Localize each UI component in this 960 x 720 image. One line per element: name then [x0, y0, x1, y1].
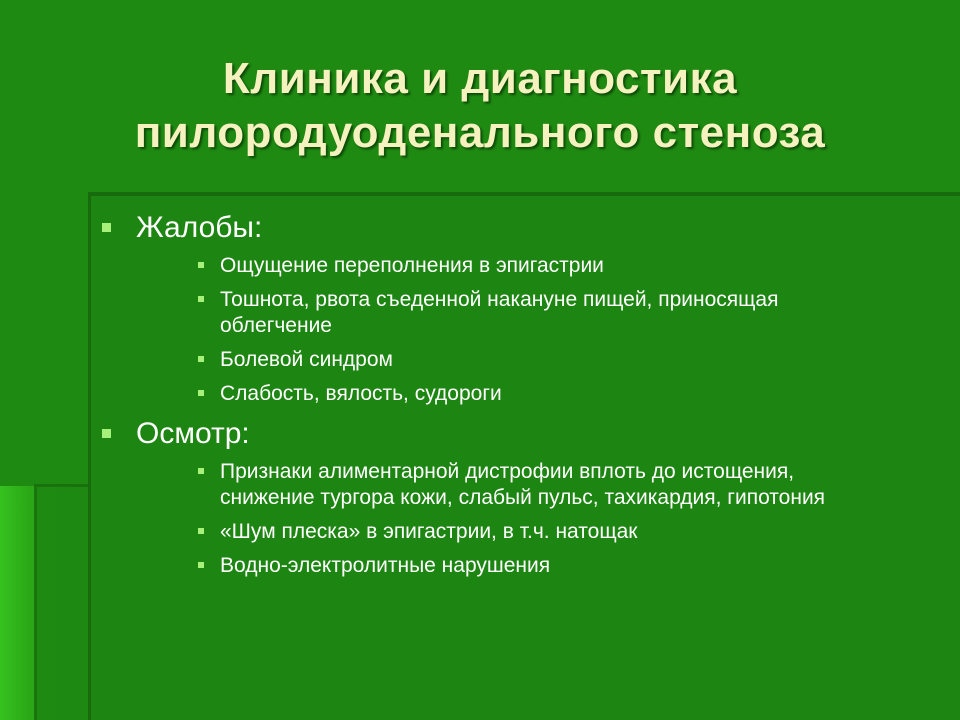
section-heading-label: Осмотр: [136, 417, 250, 450]
square-bullet-icon [198, 356, 204, 362]
slide-title-line-1: Клиника и диагностика [222, 54, 738, 103]
section-examination-heading [100, 415, 920, 453]
complaints-list [100, 253, 920, 407]
square-bullet-icon [198, 468, 204, 474]
list-item [100, 347, 920, 373]
list-item-text: Признаки алиментарной дистрофии вплоть до истощения, снижение тургора кожи, слабый пульс, тахикардия, гипотония [220, 460, 826, 509]
list-item-text: Ощущение переполнения в эпигастрии [220, 254, 604, 277]
slide-title-line-2: пилородуоденального стеноза [134, 108, 826, 157]
list-item-text: Водно-электролитные нарушения [220, 554, 551, 577]
square-bullet-icon [198, 562, 204, 568]
square-bullet-icon [102, 429, 111, 438]
list-item-text: Слабость, вялость, судороги [220, 382, 502, 405]
list-item-text: «Шум плеска» в эпигастрии, в т.ч. натощак [220, 520, 638, 543]
square-bullet-icon [102, 223, 111, 232]
list-item [100, 519, 920, 545]
list-item-text: Тошнота, рвота съеденной накануне пищей, приносящая облегчение [220, 288, 779, 337]
square-bullet-icon [198, 262, 204, 268]
examination-list [100, 459, 920, 579]
slide-content [100, 205, 920, 587]
list-item [100, 459, 920, 511]
section-complaints-heading [100, 209, 920, 247]
list-item [100, 287, 920, 339]
list-item-text: Болевой синдром [220, 348, 393, 371]
list-item [100, 381, 920, 407]
square-bullet-icon [198, 528, 204, 534]
list-item [100, 553, 920, 579]
square-bullet-icon [198, 390, 204, 396]
square-bullet-icon [198, 296, 204, 302]
slide-title [40, 52, 920, 160]
list-item [100, 253, 920, 279]
section-heading-label: Жалобы: [136, 211, 263, 244]
